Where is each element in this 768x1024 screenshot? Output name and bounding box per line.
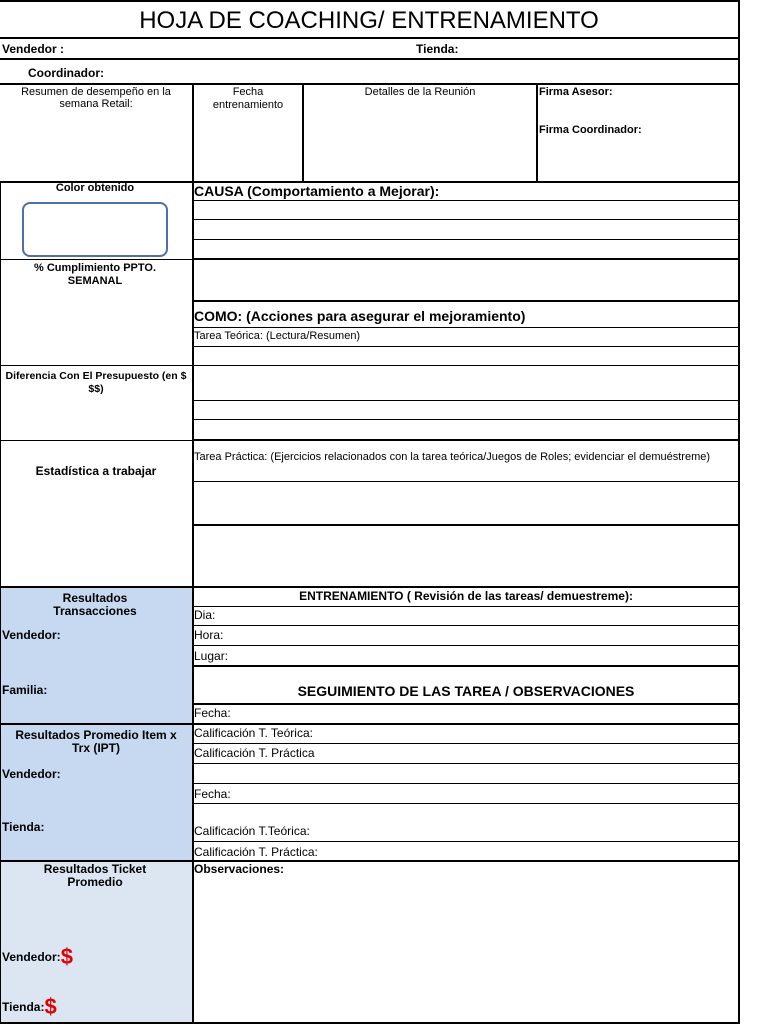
seg-cal-practica-1: Calificación T. Práctica bbox=[194, 746, 315, 760]
resumen-label: Resumen de desempeño en la semana Retail: bbox=[21, 86, 171, 110]
coordinador-label: Coordinador: bbox=[28, 66, 104, 80]
seg-cal-teorica-1: Calificación T. Teórica: bbox=[194, 726, 313, 740]
color-obtenido-label: Color obtenido bbox=[55, 182, 135, 194]
results-trx-title: Resultados Transacciones bbox=[53, 591, 137, 618]
causa-heading: CAUSA (Comportamiento a Mejorar): bbox=[194, 183, 440, 199]
results-ticket-title: Resultados Ticket Promedio bbox=[43, 862, 147, 889]
ent-line-1 bbox=[193, 606, 739, 607]
causa-line-3 bbox=[193, 239, 739, 240]
fecha-entrenamiento-label: Fecha entrenamiento bbox=[212, 86, 284, 111]
entrenamiento-heading: ENTRENAMIENTO ( Revisión de las tareas/ demuestreme): bbox=[299, 589, 633, 603]
como-heading: COMO: (Acciones para asegurar el mejoramiento) bbox=[194, 308, 526, 324]
tarea-teorica-label: Tarea Teórica: (Lectura/Resumen) bbox=[194, 330, 361, 342]
estadistica-label: Estadística a trabajar bbox=[35, 464, 157, 478]
seg-line-1 bbox=[193, 703, 739, 705]
results-trx-vendedor: Vendedor: bbox=[2, 628, 61, 642]
results-ticket-tienda: Tienda: bbox=[2, 1000, 45, 1014]
ticket-vendedor-dollar-icon: $ bbox=[60, 944, 73, 969]
observaciones-label: Observaciones: bbox=[194, 862, 285, 876]
seg-line-2 bbox=[193, 723, 739, 725]
practica-line-2 bbox=[193, 524, 739, 526]
vendedor-label: Vendedor : bbox=[2, 42, 65, 56]
ent-line-4 bbox=[193, 665, 739, 667]
teorica-line-1 bbox=[193, 346, 739, 347]
left-divider-2 bbox=[0, 365, 193, 366]
teorica-line-2 bbox=[193, 365, 739, 366]
row-divider-1 bbox=[0, 58, 740, 60]
seg-line-6 bbox=[193, 803, 739, 804]
results-ipt-vendedor: Vendedor: bbox=[2, 767, 61, 781]
seg-fecha-2: Fecha: bbox=[194, 787, 231, 801]
frame-right bbox=[738, 0, 740, 1024]
seg-line-4 bbox=[193, 763, 739, 764]
causa-line-2 bbox=[193, 219, 739, 220]
teorica-line-4 bbox=[193, 419, 739, 420]
title-divider bbox=[0, 37, 740, 39]
left-edge bbox=[0, 182, 1, 1024]
seg-line-5 bbox=[193, 783, 739, 784]
info-vline-1 bbox=[192, 84, 194, 182]
ent-line-2 bbox=[193, 625, 739, 626]
practica-line-1 bbox=[193, 481, 739, 482]
results-ipt-title: Resultados Promedio Item x Trx (IPT) bbox=[15, 728, 177, 755]
info-vline-3 bbox=[536, 84, 538, 182]
results-top-divider bbox=[0, 586, 740, 588]
results-ipt-tienda: Tienda: bbox=[2, 820, 45, 834]
tarea-practica-label: Tarea Práctica: (Ejercicios relacionados con la tarea teórica/Juegos de Roles; evidenciar el demuéstreme) bbox=[194, 451, 711, 463]
seguimiento-heading: SEGUIMIENTO DE LAS TAREA / OBSERVACIONES bbox=[297, 683, 635, 699]
teorica-line-5 bbox=[193, 439, 739, 441]
ent-hora: Hora: bbox=[194, 628, 224, 642]
seg-cal-practica-2: Calificación T. Práctica: bbox=[194, 845, 318, 859]
cumplimiento-label: % Cumplimiento PPTO. SEMANAL bbox=[33, 262, 157, 287]
ticket-tienda-dollar-icon: $ bbox=[44, 994, 57, 1019]
seg-fecha-1: Fecha: bbox=[194, 706, 231, 720]
color-indicator-box bbox=[22, 202, 168, 257]
seg-line-3 bbox=[193, 743, 739, 744]
left-divider-3 bbox=[0, 440, 193, 441]
results-divider-1 bbox=[0, 723, 193, 725]
causa-line-1 bbox=[193, 200, 739, 201]
diferencia-label: Diferencia Con El Presupuesto (en $ $$) bbox=[5, 370, 187, 395]
left-divider-1 bbox=[0, 259, 193, 260]
detalles-reunion-label: Detalles de la Reunión bbox=[364, 86, 476, 98]
page-title: HOJA DE COACHING/ ENTRENAMIENTO bbox=[139, 7, 599, 34]
frame-top bbox=[0, 0, 740, 2]
ent-dia: Dia: bbox=[194, 608, 216, 622]
causa-line-4 bbox=[193, 258, 739, 260]
ent-lugar: Lugar: bbox=[194, 649, 229, 663]
firma-asesor-label: Firma Asesor: bbox=[539, 86, 613, 98]
tienda-label: Tienda: bbox=[416, 42, 459, 56]
info-vline-2 bbox=[302, 84, 304, 182]
seg-line-7 bbox=[193, 841, 739, 842]
ent-line-3 bbox=[193, 645, 739, 646]
row-divider-2 bbox=[0, 83, 740, 85]
firma-coordinador-label: Firma Coordinador: bbox=[539, 124, 642, 136]
teorica-line-3 bbox=[193, 400, 739, 401]
como-top-line bbox=[193, 300, 739, 302]
como-line bbox=[193, 327, 739, 328]
results-ticket-vendedor: Vendedor: bbox=[2, 950, 61, 964]
results-ticket-tienda-row bbox=[2, 996, 57, 1018]
results-trx-familia: Familia: bbox=[2, 683, 48, 697]
results-ticket-vendedor-row bbox=[2, 946, 73, 968]
seg-cal-teorica-2: Calificación T.Teórica: bbox=[194, 824, 310, 838]
